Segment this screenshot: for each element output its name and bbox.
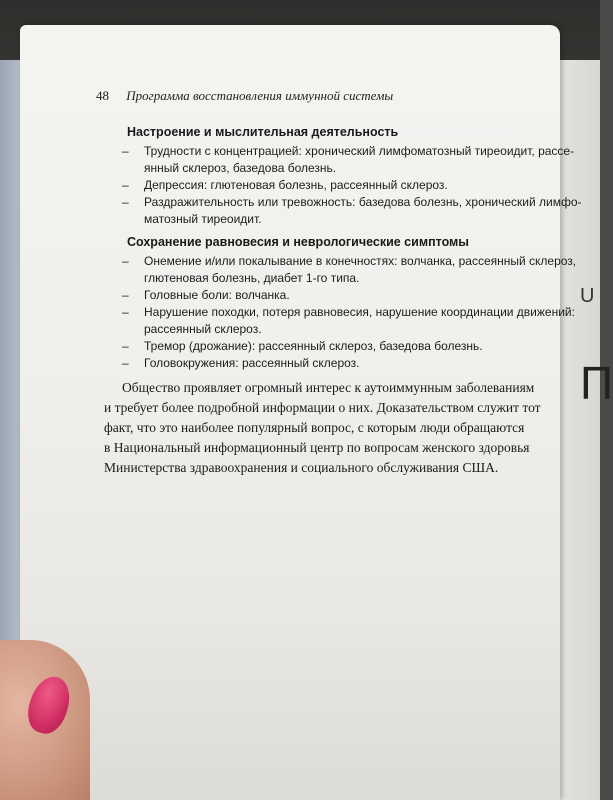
paragraph-line: Общество проявляет огромный интерес к аутоиммунным заболеваниям bbox=[122, 380, 535, 395]
list-item: – Трудности с концентрацией: хронический лимфоматозный тиреоидит, рассе- янный склероз, базедова болезнь. bbox=[122, 144, 575, 175]
paragraph-line: факт, что это наиболее популярный вопрос, с которым люди обращаются bbox=[104, 420, 525, 435]
list-item: – Головные боли: волчанка. bbox=[122, 288, 290, 302]
page-number: 48 bbox=[96, 88, 109, 103]
facing-page-fragment-large: П bbox=[580, 357, 613, 409]
list-item: – Депрессия: глютеновая болезнь, рассеянный склероз. bbox=[122, 178, 448, 192]
list-item: – Тремор (дрожание): рассеянный склероз, базедова болезнь. bbox=[122, 339, 483, 353]
running-title: Программа восстановления иммунной системы bbox=[126, 88, 394, 103]
section-heading-balance: Сохранение равновесия и неврологические симптомы bbox=[127, 235, 469, 249]
paragraph-line: Министерства здравоохранения и социального обслуживания США. bbox=[104, 460, 499, 475]
running-header bbox=[96, 88, 536, 104]
facing-page-fragment-small: U bbox=[580, 285, 595, 307]
symptom-list-mood bbox=[122, 143, 582, 228]
body-paragraph bbox=[104, 378, 544, 478]
list-item: – Головокружения: рассеянный склероз. bbox=[122, 356, 360, 370]
paragraph-line: в Национальный информационный центр по вопросам женского здоровья bbox=[104, 440, 530, 455]
section-heading-mood: Настроение и мыслительная деятельность bbox=[127, 125, 399, 139]
symptom-list-balance bbox=[122, 253, 577, 372]
list-item: – Раздражительность или тревожность: базедова болезнь, хронический лимфо- матозный тиреоидит. bbox=[122, 195, 582, 226]
paragraph-line: и требует более подробной информации о них. Доказательством служит тот bbox=[104, 400, 541, 415]
list-item: – Онемение и/или покалывание в конечностях: волчанка, рассеянный склероз, глютеновая болезнь, диабет 1-го типа. bbox=[122, 254, 577, 285]
list-item: – Нарушение походки, потеря равновесия, нарушение координации движений: рассеянный склероз. bbox=[122, 305, 575, 336]
